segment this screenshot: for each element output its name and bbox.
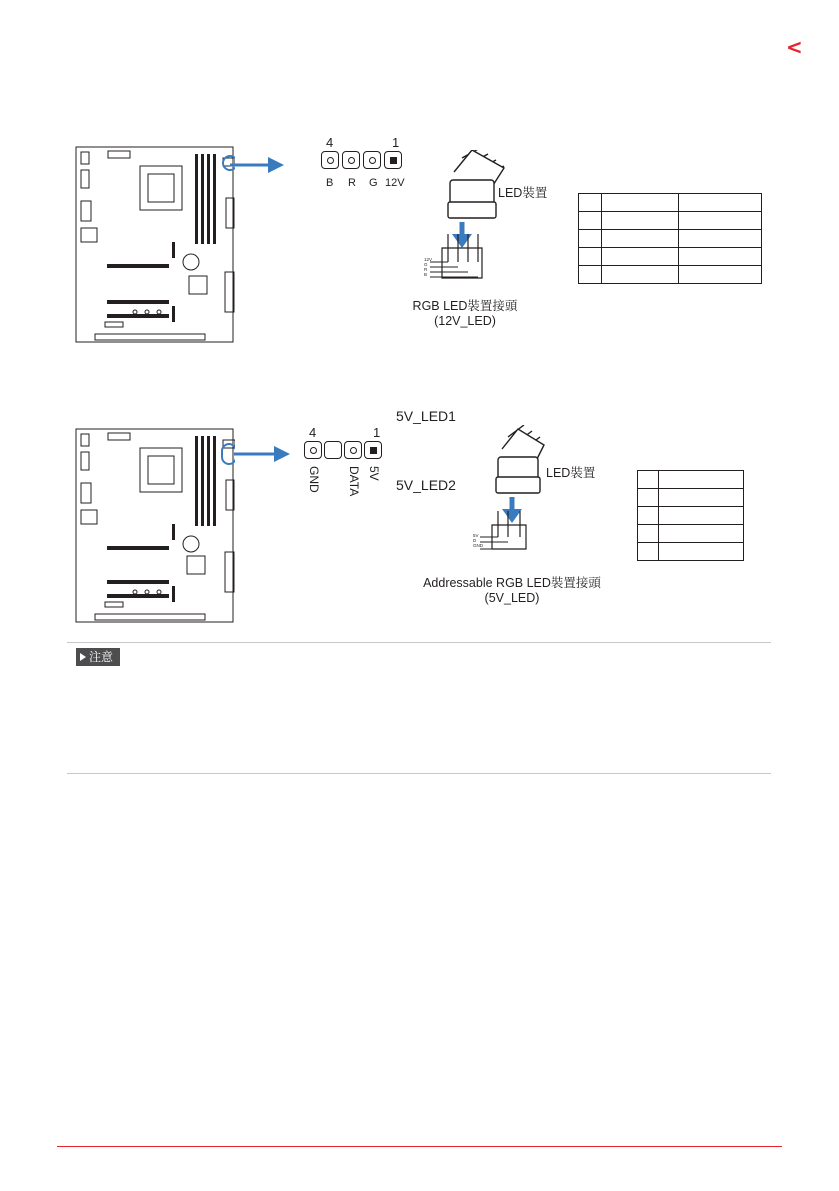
- pin-5v: [364, 441, 382, 459]
- caption-line: (12V_LED): [434, 314, 496, 328]
- table-row: [638, 543, 744, 561]
- header-pin-labels-5v: [473, 533, 483, 548]
- motherboard-diagram-5v: [75, 428, 235, 624]
- header-pin-label: D: [473, 538, 477, 543]
- note-top-divider: [67, 642, 771, 643]
- table-row: [579, 266, 762, 284]
- pin-empty: [324, 441, 342, 459]
- caption-line: Addressable RGB LED裝置接頭: [423, 576, 601, 590]
- pin-b: [321, 151, 339, 169]
- header-pin-label: GND: [473, 543, 483, 548]
- footer-rule: [57, 1146, 782, 1147]
- table-row: [579, 230, 762, 248]
- pin-label-data: DATA: [347, 466, 361, 497]
- motherboard-diagram-12v: [75, 146, 235, 344]
- header-name-5v-led1: 5V_LED1: [396, 408, 456, 424]
- pointer-arrow-5v: [234, 444, 292, 464]
- caption-line: RGB LED裝置接頭: [412, 299, 518, 313]
- led-connector-illustration-5v: [478, 425, 558, 555]
- note-bottom-divider: [67, 773, 771, 774]
- led-device-label-12v: LED裝置: [498, 186, 548, 200]
- table-row: [638, 525, 744, 543]
- pin-number-1: 1: [392, 135, 400, 150]
- caption-line: (5V_LED): [484, 591, 540, 605]
- led-device-label-5v: LED裝置: [546, 466, 596, 480]
- pin-label-r: R: [348, 177, 356, 189]
- header-name-5v-led2: 5V_LED2: [396, 477, 456, 493]
- header-pin-label: G: [424, 262, 428, 267]
- pin-g: [363, 151, 381, 169]
- table-row: [638, 471, 744, 489]
- pin-number-4: 4: [309, 425, 317, 440]
- header-pin-labels-12v: [424, 257, 432, 277]
- table-row: [638, 489, 744, 507]
- back-chevron-icon[interactable]: <: [786, 35, 803, 59]
- pin-gnd: [304, 441, 322, 459]
- pin-label-g: G: [369, 177, 378, 189]
- connector-caption-5v: [412, 573, 612, 605]
- pin-label-12v: 12V: [385, 177, 405, 189]
- pin-number-4: 4: [326, 135, 334, 150]
- header-pin-label: B: [424, 272, 428, 277]
- connector-caption-12v: [400, 296, 530, 328]
- table-row: [579, 194, 762, 212]
- pin-data: [344, 441, 362, 459]
- header-pin-label: 12V: [424, 257, 433, 262]
- table-row: [638, 507, 744, 525]
- pin-r: [342, 151, 360, 169]
- pin-definition-table-12v: [578, 193, 762, 284]
- pin-label-gnd: GND: [307, 466, 321, 493]
- note-badge: [76, 648, 120, 666]
- note-label: 注意: [89, 650, 114, 664]
- pointer-arrow-12v: [230, 155, 286, 175]
- pin-number-1: 1: [373, 425, 381, 440]
- table-row: [579, 212, 762, 230]
- pin-header-12v: [321, 151, 402, 169]
- pin-definition-table-5v: [637, 470, 744, 561]
- pin-12v: [384, 151, 402, 169]
- table-row: [579, 248, 762, 266]
- pin-header-5v: [304, 441, 382, 459]
- header-pin-label: R: [424, 267, 428, 272]
- pin-label-5v: 5V: [367, 466, 381, 481]
- pin-label-b: B: [326, 177, 334, 189]
- header-pin-label: 5V: [473, 533, 479, 538]
